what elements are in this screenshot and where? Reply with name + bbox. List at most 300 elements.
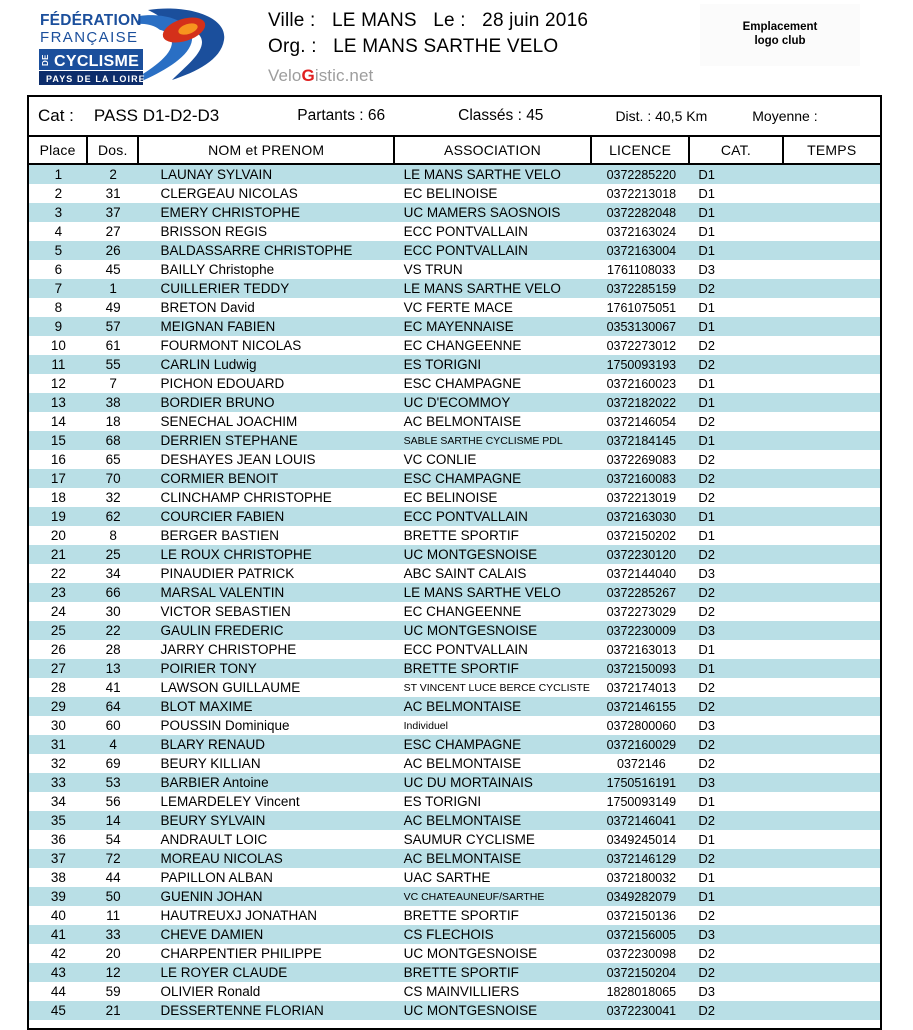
cell-asso: ESC CHAMPAGNE: [403, 737, 522, 752]
table-row: [29, 222, 880, 241]
table-row: [29, 583, 880, 602]
cell-asso: VC CONLIE: [403, 452, 477, 467]
cell-nom: BAILLY Christophe: [160, 262, 275, 277]
cell-nom: BRISSON REGIS: [160, 224, 268, 239]
cell-cat: D2: [698, 357, 715, 372]
cell-asso: VC FERTE MACE: [403, 300, 513, 315]
cell-asso: UC MAMERS SAOSNOIS: [403, 205, 561, 220]
cell-cat: D2: [698, 813, 715, 828]
cell-place: 16: [50, 452, 66, 467]
cell-licence: 0372156005: [606, 927, 677, 942]
cell-cat: D2: [698, 851, 715, 866]
cell-licence: 0372285220: [606, 167, 677, 182]
cell-dos: 57: [105, 319, 121, 334]
cell-dos: 26: [105, 243, 121, 258]
cell-licence: 0372213018: [606, 186, 677, 201]
table-row: [29, 640, 880, 659]
cell-place: 30: [50, 718, 66, 733]
cell-place: 13: [50, 395, 66, 410]
column-header-dossard: Dos.: [88, 137, 139, 163]
cell-place: 33: [50, 775, 66, 790]
cell-place: 3: [54, 205, 63, 220]
cell-asso: EC BELINOISE: [403, 490, 498, 505]
cell-asso: VC CHATEAUNEUF/SARTHE: [403, 890, 545, 903]
table-row: [29, 735, 880, 754]
cell-dos: 54: [105, 832, 121, 847]
moyenne-info: Moyenne :: [752, 108, 818, 124]
cell-cat: D2: [698, 1003, 715, 1018]
table-row: [29, 963, 880, 982]
cell-place: 4: [54, 224, 63, 239]
cell-dos: 14: [105, 813, 121, 828]
cell-asso: AC BELMONTAISE: [403, 414, 522, 429]
ville-label: Ville :: [268, 10, 316, 31]
cell-nom: MARSAL VALENTIN: [160, 585, 285, 600]
cell-asso: ES TORIGNI: [403, 357, 482, 372]
cell-dos: 69: [105, 756, 121, 771]
table-row: [29, 431, 880, 450]
cell-cat: D3: [698, 775, 715, 790]
table-row: [29, 792, 880, 811]
cell-licence: 0372150204: [606, 965, 677, 980]
cell-dos: 65: [105, 452, 121, 467]
cell-dos: 1: [109, 281, 117, 296]
cell-dos: 4: [109, 737, 117, 752]
cell-nom: JARRY CHRISTOPHE: [160, 642, 297, 657]
cell-cat: D2: [698, 908, 715, 923]
cell-licence: 0349282079: [606, 889, 677, 904]
cell-cat: D3: [698, 927, 715, 942]
column-header-licence: LICENCE: [592, 137, 691, 163]
cell-place: 24: [50, 604, 66, 619]
cell-asso: UC MONTGESNOISE: [403, 547, 538, 562]
cell-asso: ESC CHAMPAGNE: [403, 471, 522, 486]
cell-asso: BRETTE SPORTIF: [403, 528, 519, 543]
cell-asso: EC BELINOISE: [403, 186, 498, 201]
cell-place: 1: [54, 167, 63, 182]
cell-dos: 22: [105, 623, 121, 638]
cell-licence: 0372182022: [606, 395, 677, 410]
cell-asso: LE MANS SARTHE VELO: [403, 281, 561, 296]
cell-dos: 30: [105, 604, 121, 619]
cat-value: PASS D1-D2-D3: [93, 106, 220, 125]
cell-dos: 66: [105, 585, 121, 600]
table-row: [29, 526, 880, 545]
cell-nom: BARBIER Antoine: [160, 775, 269, 790]
cell-nom: COURCIER FABIEN: [160, 509, 285, 524]
cell-licence: 0372282048: [606, 205, 677, 220]
cell-licence: 0372146041: [606, 813, 677, 828]
cell-place: 23: [50, 585, 66, 600]
cell-asso: AC BELMONTAISE: [403, 813, 522, 828]
cell-nom: LE ROUX CHRISTOPHE: [160, 547, 312, 562]
cell-place: 31: [50, 737, 66, 752]
cell-nom: CLERGEAU NICOLAS: [160, 186, 298, 201]
cell-nom: PICHON EDOUARD: [160, 376, 285, 391]
cell-asso: AC BELMONTAISE: [403, 851, 522, 866]
cell-place: 26: [50, 642, 66, 657]
page-header: [0, 0, 913, 92]
cell-place: 42: [50, 946, 66, 961]
cell-place: 6: [54, 262, 63, 277]
cell-asso: Individuel: [403, 719, 448, 732]
cell-asso: UC D'ECOMMOY: [403, 395, 511, 410]
cell-cat: D1: [698, 832, 715, 847]
cell-asso: ECC PONTVALLAIN: [403, 642, 528, 657]
table-bottom-padding: [29, 1020, 880, 1028]
cell-nom: PAPILLON ALBAN: [160, 870, 273, 885]
cell-licence: 0372174013: [606, 680, 677, 695]
cell-nom: LAUNAY SYLVAIN: [160, 167, 273, 182]
cell-asso: AC BELMONTAISE: [403, 756, 522, 771]
cell-place: 25: [50, 623, 66, 638]
cell-place: 44: [50, 984, 66, 999]
cell-licence: 0372230041: [606, 1003, 677, 1018]
cell-place: 19: [50, 509, 66, 524]
table-row: [29, 469, 880, 488]
table-row: [29, 317, 880, 336]
table-row: [29, 374, 880, 393]
cell-nom: VICTOR SEBASTIEN: [160, 604, 291, 619]
cell-licence: 1761108033: [607, 262, 676, 277]
cell-cat: D2: [698, 547, 715, 562]
ville-line: [268, 8, 688, 34]
cell-licence: 0372160029: [606, 737, 677, 752]
cell-licence: 1750093193: [606, 357, 677, 372]
cell-place: 5: [54, 243, 63, 258]
cell-cat: D2: [698, 946, 715, 961]
cell-licence: 1750516191: [606, 775, 677, 790]
cell-dos: 49: [105, 300, 121, 315]
cell-nom: LE ROYER CLAUDE: [160, 965, 288, 980]
cell-nom: LEMARDELEY Vincent: [160, 794, 300, 809]
table-row: [29, 811, 880, 830]
table-row: [29, 830, 880, 849]
cell-nom: CHARPENTIER PHILIPPE: [160, 946, 322, 961]
cell-licence: 0372269083: [606, 452, 677, 467]
cell-licence: 0372230009: [606, 623, 677, 638]
cell-licence: 0372273029: [606, 604, 677, 619]
cell-asso: SAUMUR CYCLISME: [403, 832, 535, 847]
cell-nom: BEURY KILLIAN: [160, 756, 261, 771]
table-row: [29, 412, 880, 431]
column-header-place: Place: [29, 137, 88, 163]
cell-asso: CS FLECHOIS: [403, 927, 494, 942]
cell-licence: 0372180032: [606, 870, 677, 885]
table-row: [29, 754, 880, 773]
cell-nom: GUENIN JOHAN: [160, 889, 263, 904]
cell-dos: 12: [105, 965, 121, 980]
cell-nom: PINAUDIER PATRICK: [160, 566, 295, 581]
table-row: [29, 336, 880, 355]
organisateur-line: [268, 34, 688, 60]
cell-dos: 21: [105, 1003, 121, 1018]
table-row: [29, 849, 880, 868]
cell-place: 32: [50, 756, 66, 771]
cell-nom: BALDASSARRE CHRISTOPHE: [160, 243, 353, 258]
svg-text:DE: DE: [41, 54, 50, 66]
cell-dos: 41: [105, 680, 121, 695]
cell-nom: OLIVIER Ronald: [160, 984, 261, 999]
cell-dos: 25: [105, 547, 121, 562]
cell-place: 15: [50, 433, 66, 448]
cell-asso: CS MAINVILLIERS: [403, 984, 520, 999]
cell-place: 14: [50, 414, 66, 429]
cell-nom: SENECHAL JOACHIM: [160, 414, 298, 429]
cell-asso: UC MONTGESNOISE: [403, 1003, 538, 1018]
cell-cat: D2: [698, 414, 715, 429]
cell-asso: ES TORIGNI: [403, 794, 482, 809]
cell-place: 17: [50, 471, 66, 486]
cell-dos: 33: [105, 927, 121, 942]
table-row: [29, 659, 880, 678]
cell-licence: 0372285267: [606, 585, 677, 600]
cell-dos: 59: [105, 984, 121, 999]
cell-cat: D2: [698, 585, 715, 600]
cell-licence: 0372163024: [606, 224, 677, 239]
cell-dos: 7: [109, 376, 117, 391]
velogistic-part1: Velo: [268, 66, 302, 85]
cell-licence: 0349245014: [606, 832, 677, 847]
cell-asso: ABC SAINT CALAIS: [403, 566, 527, 581]
cell-nom: GAULIN FREDERIC: [160, 623, 284, 638]
cell-cat: D3: [698, 984, 715, 999]
cell-licence: 0372273012: [606, 338, 677, 353]
cell-licence: 0372150202: [606, 528, 677, 543]
cell-asso: AC BELMONTAISE: [403, 699, 522, 714]
table-body: [29, 165, 880, 1020]
cell-cat: D3: [698, 718, 715, 733]
cell-cat: D2: [698, 965, 715, 980]
cell-asso: ECC PONTVALLAIN: [403, 224, 528, 239]
ffc-pays-de-la-loire-logo: [36, 6, 228, 88]
cell-dos: 45: [105, 262, 121, 277]
cell-cat: D1: [698, 205, 715, 220]
cell-dos: 18: [105, 414, 121, 429]
cell-place: 45: [50, 1003, 66, 1018]
cell-nom: BRETON David: [160, 300, 255, 315]
cell-licence: 0372150093: [606, 661, 677, 676]
cell-place: 12: [50, 376, 66, 391]
cell-place: 2: [54, 186, 63, 201]
cell-licence: 0372146155: [606, 699, 677, 714]
cell-cat: D1: [698, 167, 715, 182]
cell-dos: 64: [105, 699, 121, 714]
cell-licence: 1761075051: [606, 300, 677, 315]
cell-place: 40: [50, 908, 66, 923]
category-info-bar: [29, 97, 880, 137]
cell-cat: D1: [698, 376, 715, 391]
cell-dos: 38: [105, 395, 121, 410]
cell-place: 8: [54, 300, 63, 315]
distance-info: Dist. : 40,5 Km: [615, 108, 708, 124]
cell-licence: 0372144040: [606, 566, 677, 581]
cell-cat: D1: [698, 433, 715, 448]
cell-cat: D1: [698, 661, 715, 676]
table-row: [29, 678, 880, 697]
table-row: [29, 165, 880, 184]
cell-place: 37: [50, 851, 66, 866]
cell-licence: 0372160083: [606, 471, 677, 486]
table-row: [29, 260, 880, 279]
cell-nom: BERGER BASTIEN: [160, 528, 280, 543]
cell-cat: D1: [698, 642, 715, 657]
cell-dos: 70: [105, 471, 121, 486]
cell-asso: ESC CHAMPAGNE: [403, 376, 522, 391]
cell-licence: 0372163004: [606, 243, 677, 258]
cell-place: 29: [50, 699, 66, 714]
cell-licence: 0372150136: [606, 908, 677, 923]
cell-licence: 0372213019: [606, 490, 677, 505]
table-row: [29, 545, 880, 564]
results-table: [27, 95, 882, 1030]
svg-text:FÉDÉRATION: FÉDÉRATION: [40, 12, 142, 29]
cell-cat: D2: [698, 737, 715, 752]
cell-nom: CHEVE DAMIEN: [160, 927, 264, 942]
cell-nom: EMERY CHRISTOPHE: [160, 205, 301, 220]
cat-label: Cat :: [38, 106, 74, 125]
cell-dos: 44: [105, 870, 121, 885]
velogistic-watermark: [268, 66, 688, 86]
cell-dos: 37: [105, 205, 121, 220]
table-row: [29, 450, 880, 469]
cell-nom: POIRIER TONY: [160, 661, 257, 676]
cell-dos: 60: [105, 718, 121, 733]
cell-place: 41: [50, 927, 66, 942]
cell-asso: ST VINCENT LUCE BERCE CYCLISTE: [403, 681, 590, 694]
svg-text:FRANÇAISE: FRANÇAISE: [40, 29, 139, 46]
cell-cat: D1: [698, 889, 715, 904]
cell-cat: D1: [698, 300, 715, 315]
svg-text:PAYS DE LA LOIRE: PAYS DE LA LOIRE: [46, 74, 146, 84]
table-row: [29, 279, 880, 298]
table-row: [29, 184, 880, 203]
partants-info: Partants : 66: [297, 107, 386, 124]
cell-cat: D3: [698, 566, 715, 581]
club-logo-placeholder: [700, 4, 860, 66]
cell-asso: UC MONTGESNOISE: [403, 623, 538, 638]
cell-asso: LE MANS SARTHE VELO: [403, 585, 561, 600]
table-row: [29, 393, 880, 412]
cell-place: 9: [54, 319, 63, 334]
cell-cat: D1: [698, 224, 715, 239]
cell-dos: 2: [109, 167, 117, 182]
cell-place: 28: [50, 680, 66, 695]
table-row: [29, 944, 880, 963]
table-row: [29, 507, 880, 526]
cell-licence: 0372146: [617, 756, 666, 771]
cell-licence: 0372800060: [606, 718, 677, 733]
cell-place: 39: [50, 889, 66, 904]
ville-value: LE MANS: [331, 10, 417, 31]
table-row: [29, 773, 880, 792]
classes-info: Classés : 45: [458, 107, 544, 124]
svg-text:CYCLISME: CYCLISME: [54, 53, 140, 70]
cell-asso: UC DU MORTAINAIS: [403, 775, 533, 790]
cell-cat: D2: [698, 471, 715, 486]
cell-asso: ECC PONTVALLAIN: [403, 243, 528, 258]
cell-dos: 32: [105, 490, 121, 505]
cell-nom: MOREAU NICOLAS: [160, 851, 283, 866]
cell-dos: 61: [105, 338, 121, 353]
cell-licence: 0372230098: [606, 946, 677, 961]
cell-nom: BORDIER BRUNO: [160, 395, 275, 410]
cell-cat: D2: [698, 490, 715, 505]
cell-licence: 1750093149: [606, 794, 677, 809]
cell-cat: D2: [698, 338, 715, 353]
cell-asso: EC MAYENNAISE: [403, 319, 514, 334]
cell-place: 27: [50, 661, 66, 676]
cell-nom: CARLIN Ludwig: [160, 357, 257, 372]
cell-dos: 27: [105, 224, 121, 239]
table-row: [29, 982, 880, 1001]
cell-cat: D1: [698, 243, 715, 258]
cell-asso: BRETTE SPORTIF: [403, 965, 519, 980]
cell-licence: 0372146054: [606, 414, 677, 429]
cell-asso: LE MANS SARTHE VELO: [403, 167, 561, 182]
cell-asso: BRETTE SPORTIF: [403, 908, 519, 923]
table-row: [29, 203, 880, 222]
table-header-row: [29, 137, 880, 165]
cell-nom: BLOT MAXIME: [160, 699, 253, 714]
cell-cat: D2: [698, 281, 715, 296]
table-row: [29, 906, 880, 925]
table-row: [29, 868, 880, 887]
table-row: [29, 697, 880, 716]
cell-cat: D2: [698, 680, 715, 695]
cell-dos: 55: [105, 357, 121, 372]
table-row: [29, 925, 880, 944]
cell-nom: POUSSIN Dominique: [160, 718, 290, 733]
ffc-logo-icon: [36, 6, 228, 88]
table-row: [29, 298, 880, 317]
cell-place: 34: [50, 794, 66, 809]
column-header-nom: NOM et PRENOM: [139, 137, 395, 163]
cell-nom: CLINCHAMP CHRISTOPHE: [160, 490, 332, 505]
cell-nom: DESHAYES JEAN LOUIS: [160, 452, 316, 467]
table-row: [29, 621, 880, 640]
cell-cat: D2: [698, 604, 715, 619]
cell-dos: 62: [105, 509, 121, 524]
cell-dos: 31: [105, 186, 121, 201]
table-row: [29, 1001, 880, 1020]
cell-place: 18: [50, 490, 66, 505]
cell-cat: D1: [698, 509, 715, 524]
cell-place: 21: [50, 547, 66, 562]
cell-cat: D3: [698, 623, 715, 638]
cell-cat: D2: [698, 699, 715, 714]
cell-place: 10: [50, 338, 66, 353]
velogistic-part2: istic.net: [314, 66, 374, 85]
cell-licence: 0372163013: [606, 642, 677, 657]
cell-licence: 0372230120: [606, 547, 677, 562]
table-row: [29, 564, 880, 583]
velogistic-accent: G: [301, 66, 315, 85]
cell-nom: BEURY SYLVAIN: [160, 813, 266, 828]
cell-place: 38: [50, 870, 66, 885]
cell-asso: UAC SARTHE: [403, 870, 491, 885]
cell-licence: 1828018065: [606, 984, 677, 999]
cell-dos: 28: [105, 642, 121, 657]
cell-nom: HAUTREUXJ JONATHAN: [160, 908, 318, 923]
column-header-temps: TEMPS: [807, 142, 857, 158]
cell-cat: D2: [698, 756, 715, 771]
cell-nom: ANDRAULT LOIC: [160, 832, 268, 847]
cell-nom: CUILLERIER TEDDY: [160, 281, 290, 296]
cell-nom: FOURMONT NICOLAS: [160, 338, 302, 353]
cell-place: 43: [50, 965, 66, 980]
table-row: [29, 887, 880, 906]
